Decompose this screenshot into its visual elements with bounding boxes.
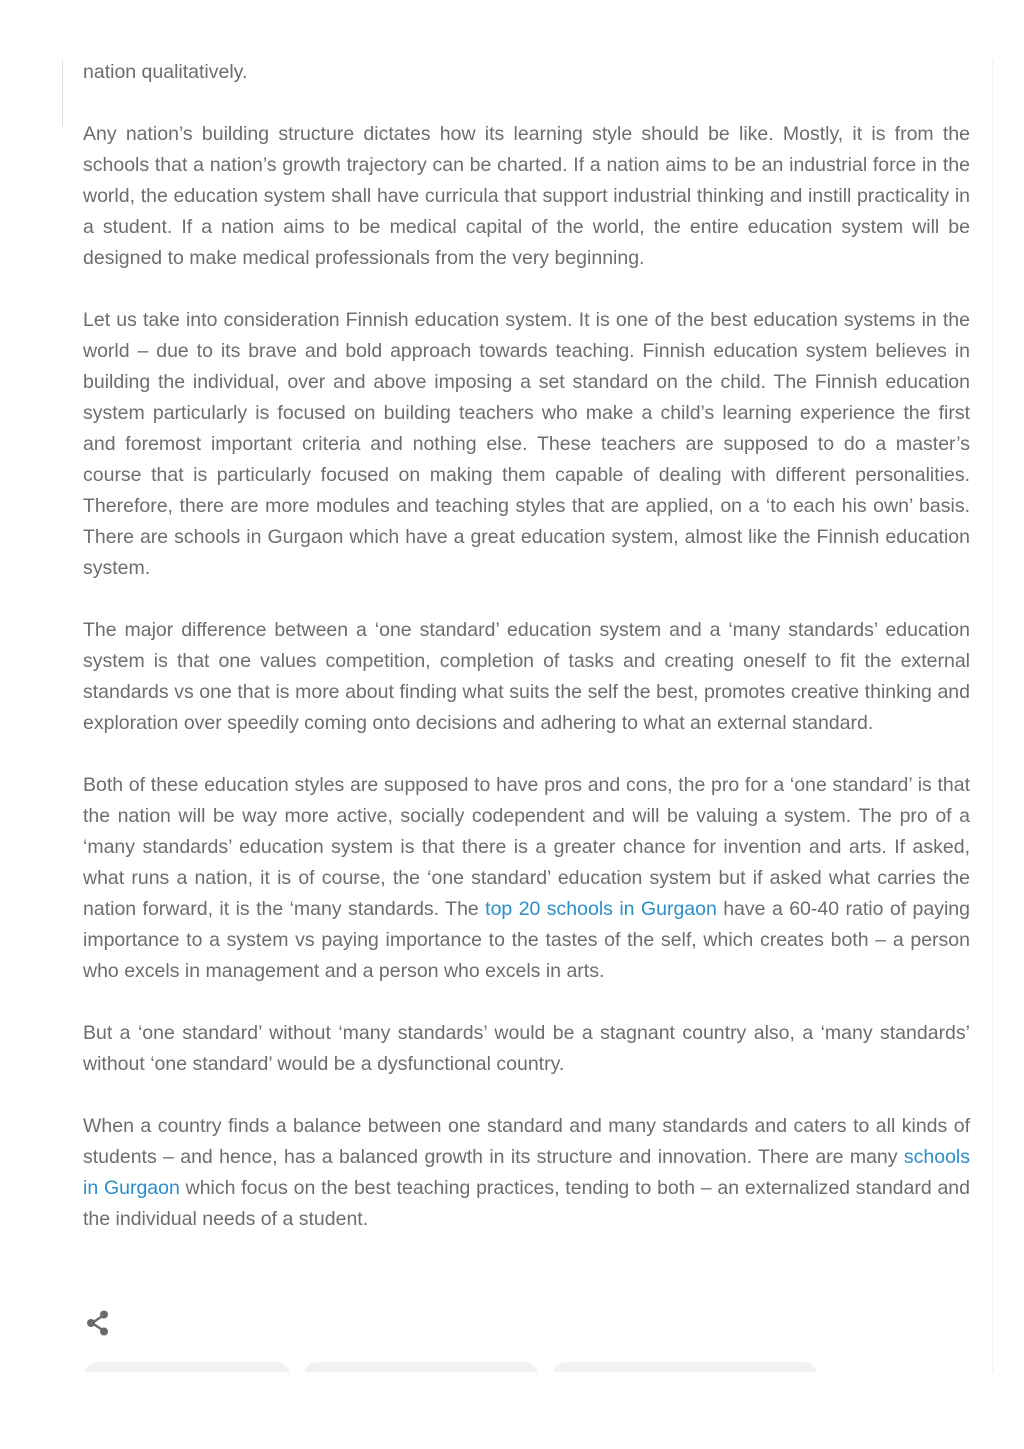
- tag-chips: [83, 1362, 843, 1372]
- article-paragraph: [83, 1111, 970, 1235]
- article-body: [83, 57, 970, 1266]
- tag-chip[interactable]: [303, 1362, 539, 1372]
- paragraph-text: have a 60-40 ratio of paying importance to a system vs paying importance to the tastes of the self, which creates both – a person who excels in management and a person who excels in arts.: [83, 898, 970, 982]
- article-paragraph: nation qualitatively.: [83, 61, 248, 83]
- article-paragraph: The major difference between a ‘one standard’ education system and a ‘many standards’ education system is that one values competition, completion of tasks and creating oneself to fit the external standards vs one that is more about finding what suits the self the best, promotes creative thinking and exploration over speedily coming onto decisions and adhering to what an external standard.: [83, 619, 970, 734]
- paragraph-text: which focus on the best teaching practices, tending to both – an externalized standard and the individual needs of a student.: [83, 1177, 970, 1230]
- paragraph-text: When a country finds a balance between one standard and many standards and caters to all kinds of students – and hence, has a balanced growth in its structure and innovation. There are many: [83, 1115, 970, 1168]
- paragraph-text: Both of these education styles are supposed to have pros and cons, the pro for a ‘one standard’ is that the nation will be way more active, socially codependent and will be valuing a system. The pro of a ‘many standards’ education system is that there is a greater chance for invention and arts. If asked, what runs a nation, it is of course, the ‘one standard’ education system but if asked what carries the nation forward, it is the ‘many standards. The: [83, 774, 970, 920]
- schools-in-gurgaon-link[interactable]: schools in Gurgaon: [83, 1146, 970, 1199]
- tag-chip[interactable]: [83, 1362, 291, 1372]
- article-paragraph: [83, 770, 970, 987]
- share-icon[interactable]: [84, 1309, 112, 1337]
- tag-chip[interactable]: [552, 1362, 818, 1372]
- article-paragraph: But a ‘one standard’ without ‘many standards’ would be a stagnant country also, a ‘many standards’ without ‘one standard’ would be a dysfunctional country.: [83, 1022, 970, 1075]
- share-icon-graphic: [84, 1309, 112, 1337]
- article-paragraph: Any nation’s building structure dictates how its learning style should be like. Mostly, it is from the schools that a nation’s growth trajectory can be charted. If a nation aims to be an industrial force in the world, the education system shall have curricula that support industrial thinking and instill practicality in a student. If a nation aims to be medical capital of the world, the entire education system will be designed to make medical professionals from the very beginning.: [83, 123, 970, 269]
- article-paragraph: Let us take into consideration Finnish education system. It is one of the best education systems in the world – due to its brave and bold approach towards teaching. Finnish education system believes in building the individual, over and above imposing a set standard on the child. The Finnish education system particularly is focused on building teachers who make a child’s learning experience the first and foremost important criteria and nothing else. These teachers are supposed to do a master’s course that is particularly focused on making them capable of dealing with different personalities. Therefore, there are more modules and teaching styles that are applied, on a ‘to each his own’ basis. There are schools in Gurgaon which have a great education system, almost like the Finnish education system.: [83, 309, 970, 579]
- top-20-schools-link[interactable]: top 20 schools in Gurgaon: [485, 898, 717, 920]
- quote-rule: [62, 60, 63, 126]
